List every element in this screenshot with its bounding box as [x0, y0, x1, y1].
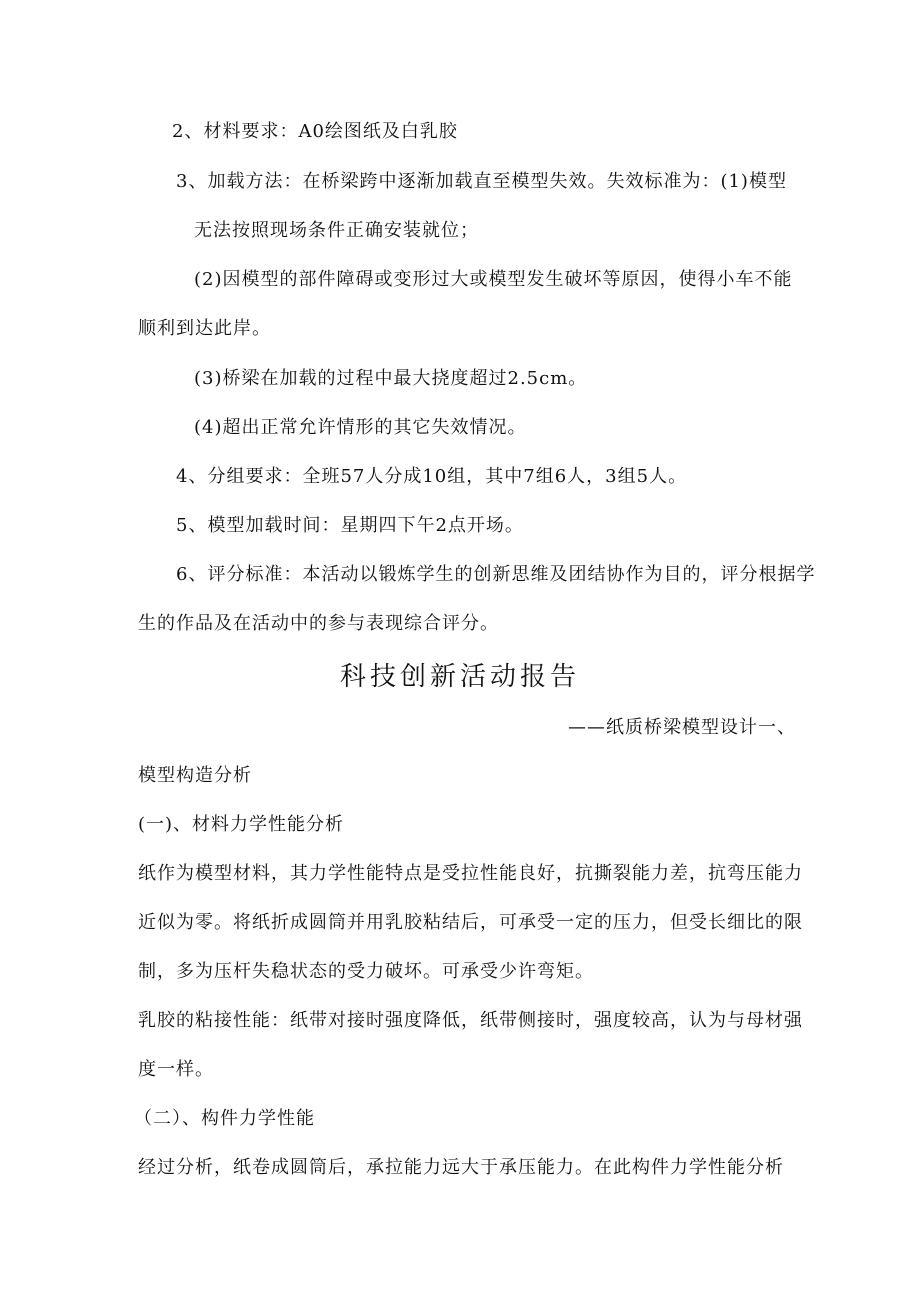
rule-item-3-sub-4: (4)超出正常允许情形的其它失效情况。 [194, 417, 527, 438]
rule-item-3-line-1: 3、加载方法：在桥梁跨中逐渐加载直至模型失效。失效标准为：(1)模型 [176, 171, 787, 192]
paragraph-1-line-2: 近似为零。将纸折成圆筒并用乳胶粘结后，可承受一定的压力，但受长细比的限 [138, 912, 803, 933]
paragraph-1-line-3: 制，多为压杆失稳状态的受力破坏。可承受少许弯矩。 [138, 961, 594, 982]
paragraph-3-line-1: 经过分析，纸卷成圆筒后，承拉能力远大于承压能力。在此构件力学性能分析 [138, 1157, 784, 1178]
rule-item-6-line-2: 生的作品及在活动中的参与表现综合评分。 [138, 613, 499, 634]
paragraph-1-line-1: 纸作为模型材料，其力学性能特点是受拉性能良好，抗撕裂能力差，抗弯压能力 [138, 863, 803, 884]
paragraph-2-line-1: 乳胶的粘接性能：纸带对接时强度降低，纸带侧接时，强度较高，认为与母材强 [138, 1010, 803, 1031]
subsection-heading-1: (一)、材料力学性能分析 [138, 814, 345, 835]
rule-item-4: 4、分组要求：全班57人分成10组，其中7组6人，3组5人。 [176, 466, 688, 487]
rule-item-6-line-1: 6、评分标准：本活动以锻炼学生的创新思维及团结协作为目的，评分根据学 [176, 564, 816, 585]
rule-item-3-sub-2-line-2: 顺利到达此岸。 [138, 318, 271, 339]
rule-item-2: 2、材料要求：A0绘图纸及白乳胶 [172, 121, 458, 142]
rule-item-5: 5、模型加载时间：星期四下午2点开场。 [176, 515, 524, 536]
rule-item-3-sub-2-line-1: (2)因模型的部件障碍或变形过大或模型发生破坏等原因，使得小车不能 [194, 269, 793, 290]
rule-item-3-sub-3: (3)桥梁在加载的过程中最大挠度超过2.5cm。 [194, 368, 588, 389]
paragraph-2-line-2: 度一样。 [138, 1059, 214, 1080]
subsection-heading-2: （二）、构件力学性能 [134, 1108, 315, 1129]
report-title: 科技创新活动报告 [339, 662, 580, 692]
rule-item-3-line-2: 无法按照现场条件正确安装就位； [194, 220, 479, 241]
section-heading-1: 模型构造分析 [138, 765, 252, 786]
report-subtitle: ——纸质桥梁模型设计一、 [568, 717, 796, 738]
